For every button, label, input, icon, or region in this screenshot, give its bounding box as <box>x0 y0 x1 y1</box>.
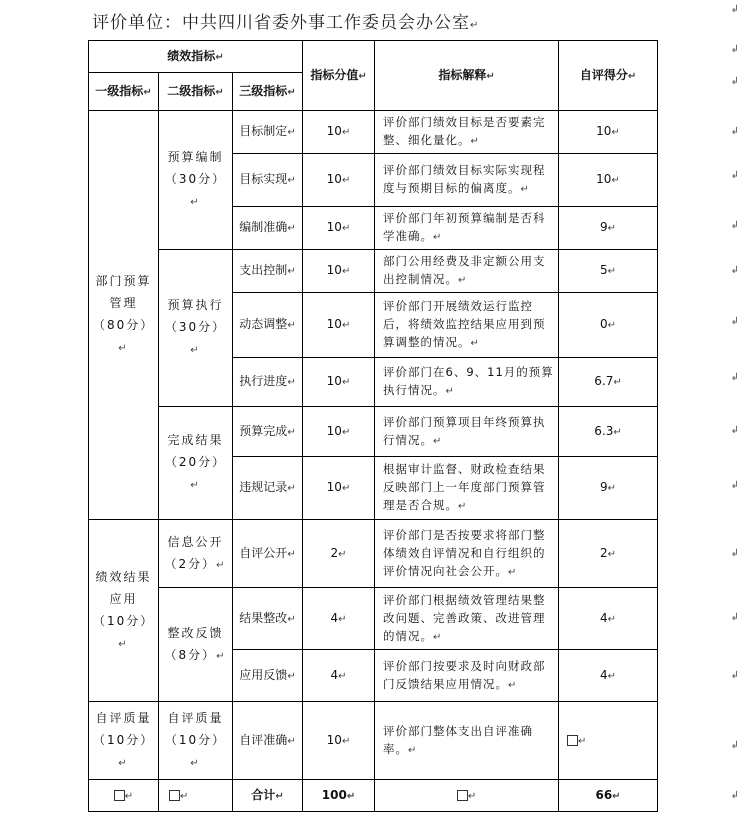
level2-cell: 自评质量（10分）↵ <box>159 702 233 780</box>
level2-cell: 预算编制（30分）↵ <box>159 111 233 250</box>
paragraph-mark: ↲ <box>730 612 739 623</box>
table-row <box>89 111 658 154</box>
performance-evaluation-table <box>88 40 658 812</box>
level3-cell: 动态调整↵ <box>233 293 303 358</box>
table-row <box>89 250 658 293</box>
explanation-cell: 评价部门根据绩效管理结果整改问题、完善政策、改进管理的情况。↵ <box>375 588 559 650</box>
value-cell: 10↵ <box>303 457 375 520</box>
explanation-cell: 评价部门年初预算编制是否科学准确。↵ <box>375 207 559 250</box>
table-row <box>89 520 658 588</box>
level3-cell: 预算完成↵ <box>233 407 303 457</box>
header-score-value: 指标分值↵ <box>303 41 375 111</box>
level3-cell: 目标制定↵ <box>233 111 303 154</box>
value-cell: 10↵ <box>303 154 375 207</box>
empty-box-icon <box>457 790 468 801</box>
score-cell: 4↵ <box>559 588 658 650</box>
level2-cell: 信息公开（2分）↵ <box>159 520 233 588</box>
explanation-cell: 评价部门是否按要求将部门整体绩效自评情况和自行组织的评价情况向社会公开。↵ <box>375 520 559 588</box>
score-cell: 0↵ <box>559 293 658 358</box>
value-cell: 10↵ <box>303 250 375 293</box>
explanation-cell: 评价部门整体支出自评准确率。↵ <box>375 702 559 780</box>
value-cell: 4↵ <box>303 650 375 702</box>
paragraph-mark: ↲ <box>730 548 739 559</box>
value-cell: 10↵ <box>303 407 375 457</box>
level3-cell: 违规记录↵ <box>233 457 303 520</box>
header-level1: 一级指标↵ <box>89 73 159 111</box>
total-empty-cell: ↵ <box>89 780 159 812</box>
level3-cell: 自评公开↵ <box>233 520 303 588</box>
explanation-cell: 评价部门预算项目年终预算执行情况。↵ <box>375 407 559 457</box>
score-cell: 6.7↵ <box>559 358 658 407</box>
level2-cell: 整改反馈（8分）↵ <box>159 588 233 702</box>
total-empty-cell: ↵ <box>375 780 559 812</box>
level3-cell: 支出控制↵ <box>233 250 303 293</box>
score-cell-empty: ↵ <box>559 702 658 780</box>
level1-cell: 绩效结果应用（10分）↵ <box>89 520 159 702</box>
table-row <box>89 702 658 780</box>
header-level2: 二级指标↵ <box>159 73 233 111</box>
value-cell: 10↵ <box>303 702 375 780</box>
explanation-cell: 评价部门在6、9、11月的预算执行情况。↵ <box>375 358 559 407</box>
total-row <box>89 780 658 812</box>
value-cell: 4↵ <box>303 588 375 650</box>
level2-cell: 完成结果（20分）↵ <box>159 407 233 520</box>
explanation-cell: 评价部门绩效目标实际实现程度与预期目标的偏离度。↵ <box>375 154 559 207</box>
level3-cell: 应用反馈↵ <box>233 650 303 702</box>
value-cell: 10↵ <box>303 111 375 154</box>
score-cell: 10↵ <box>559 154 658 207</box>
total-score: 66↵ <box>559 780 658 812</box>
empty-box-icon <box>169 790 180 801</box>
level3-cell: 编制准确↵ <box>233 207 303 250</box>
level1-cell: 部门预算管理（80分）↵ <box>89 111 159 520</box>
paragraph-mark: ↲ <box>730 316 739 327</box>
header-group: 绩效指标↵ <box>89 41 303 73</box>
total-label: 合计↵ <box>233 780 303 812</box>
score-cell: 4↵ <box>559 650 658 702</box>
header-self-score: 自评得分↵ <box>559 41 658 111</box>
score-cell: 9↵ <box>559 457 658 520</box>
level2-cell: 预算执行（30分）↵ <box>159 250 233 407</box>
total-value: 100↵ <box>303 780 375 812</box>
explanation-cell: 根据审计监督、财政检查结果反映部门上一年度部门预算管理是否合规。↵ <box>375 457 559 520</box>
table-row <box>89 407 658 457</box>
paragraph-mark: ↲ <box>730 4 739 15</box>
paragraph-mark: ↲ <box>730 44 739 55</box>
table-row <box>89 588 658 650</box>
empty-box-icon <box>567 735 578 746</box>
level3-cell: 自评准确↵ <box>233 702 303 780</box>
score-cell: 2↵ <box>559 520 658 588</box>
total-empty-cell: ↵ <box>159 780 233 812</box>
page-title: 评价单位：中共四川省委外事工作委员会办公室↵ <box>92 13 480 33</box>
paragraph-mark: ↲ <box>730 670 739 681</box>
value-cell: 10↵ <box>303 293 375 358</box>
paragraph-mark: ↲ <box>730 425 739 436</box>
header-explanation: 指标解释↵ <box>375 41 559 111</box>
header-level3: 三级指标↵ <box>233 73 303 111</box>
level3-cell: 执行进度↵ <box>233 358 303 407</box>
level3-cell: 目标实现↵ <box>233 154 303 207</box>
paragraph-mark: ↲ <box>730 265 739 276</box>
paragraph-mark: ↲ <box>730 790 739 801</box>
paragraph-mark: ↲ <box>730 126 739 137</box>
score-cell: 9↵ <box>559 207 658 250</box>
score-cell: 5↵ <box>559 250 658 293</box>
explanation-cell: 部门公用经费及非定额公用支出控制情况。↵ <box>375 250 559 293</box>
paragraph-mark: ↲ <box>730 220 739 231</box>
empty-box-icon <box>114 790 125 801</box>
value-cell: 2↵ <box>303 520 375 588</box>
explanation-cell: 评价部门按要求及时向财政部门反馈结果应用情况。↵ <box>375 650 559 702</box>
explanation-cell: 评价部门开展绩效运行监控后，将绩效监控结果应用到预算调整的情况。↵ <box>375 293 559 358</box>
paragraph-mark: ↲ <box>730 480 739 491</box>
paragraph-mark: ↲ <box>730 372 739 383</box>
explanation-cell: 评价部门绩效目标是否要素完整、细化量化。↵ <box>375 111 559 154</box>
score-cell: 6.3↵ <box>559 407 658 457</box>
score-cell: 10↵ <box>559 111 658 154</box>
value-cell: 10↵ <box>303 358 375 407</box>
paragraph-mark: ↲ <box>730 740 739 751</box>
paragraph-mark: ↲ <box>730 76 739 87</box>
level1-cell: 自评质量（10分）↵ <box>89 702 159 780</box>
level3-cell: 结果整改↵ <box>233 588 303 650</box>
paragraph-mark: ↲ <box>730 170 739 181</box>
value-cell: 10↵ <box>303 207 375 250</box>
